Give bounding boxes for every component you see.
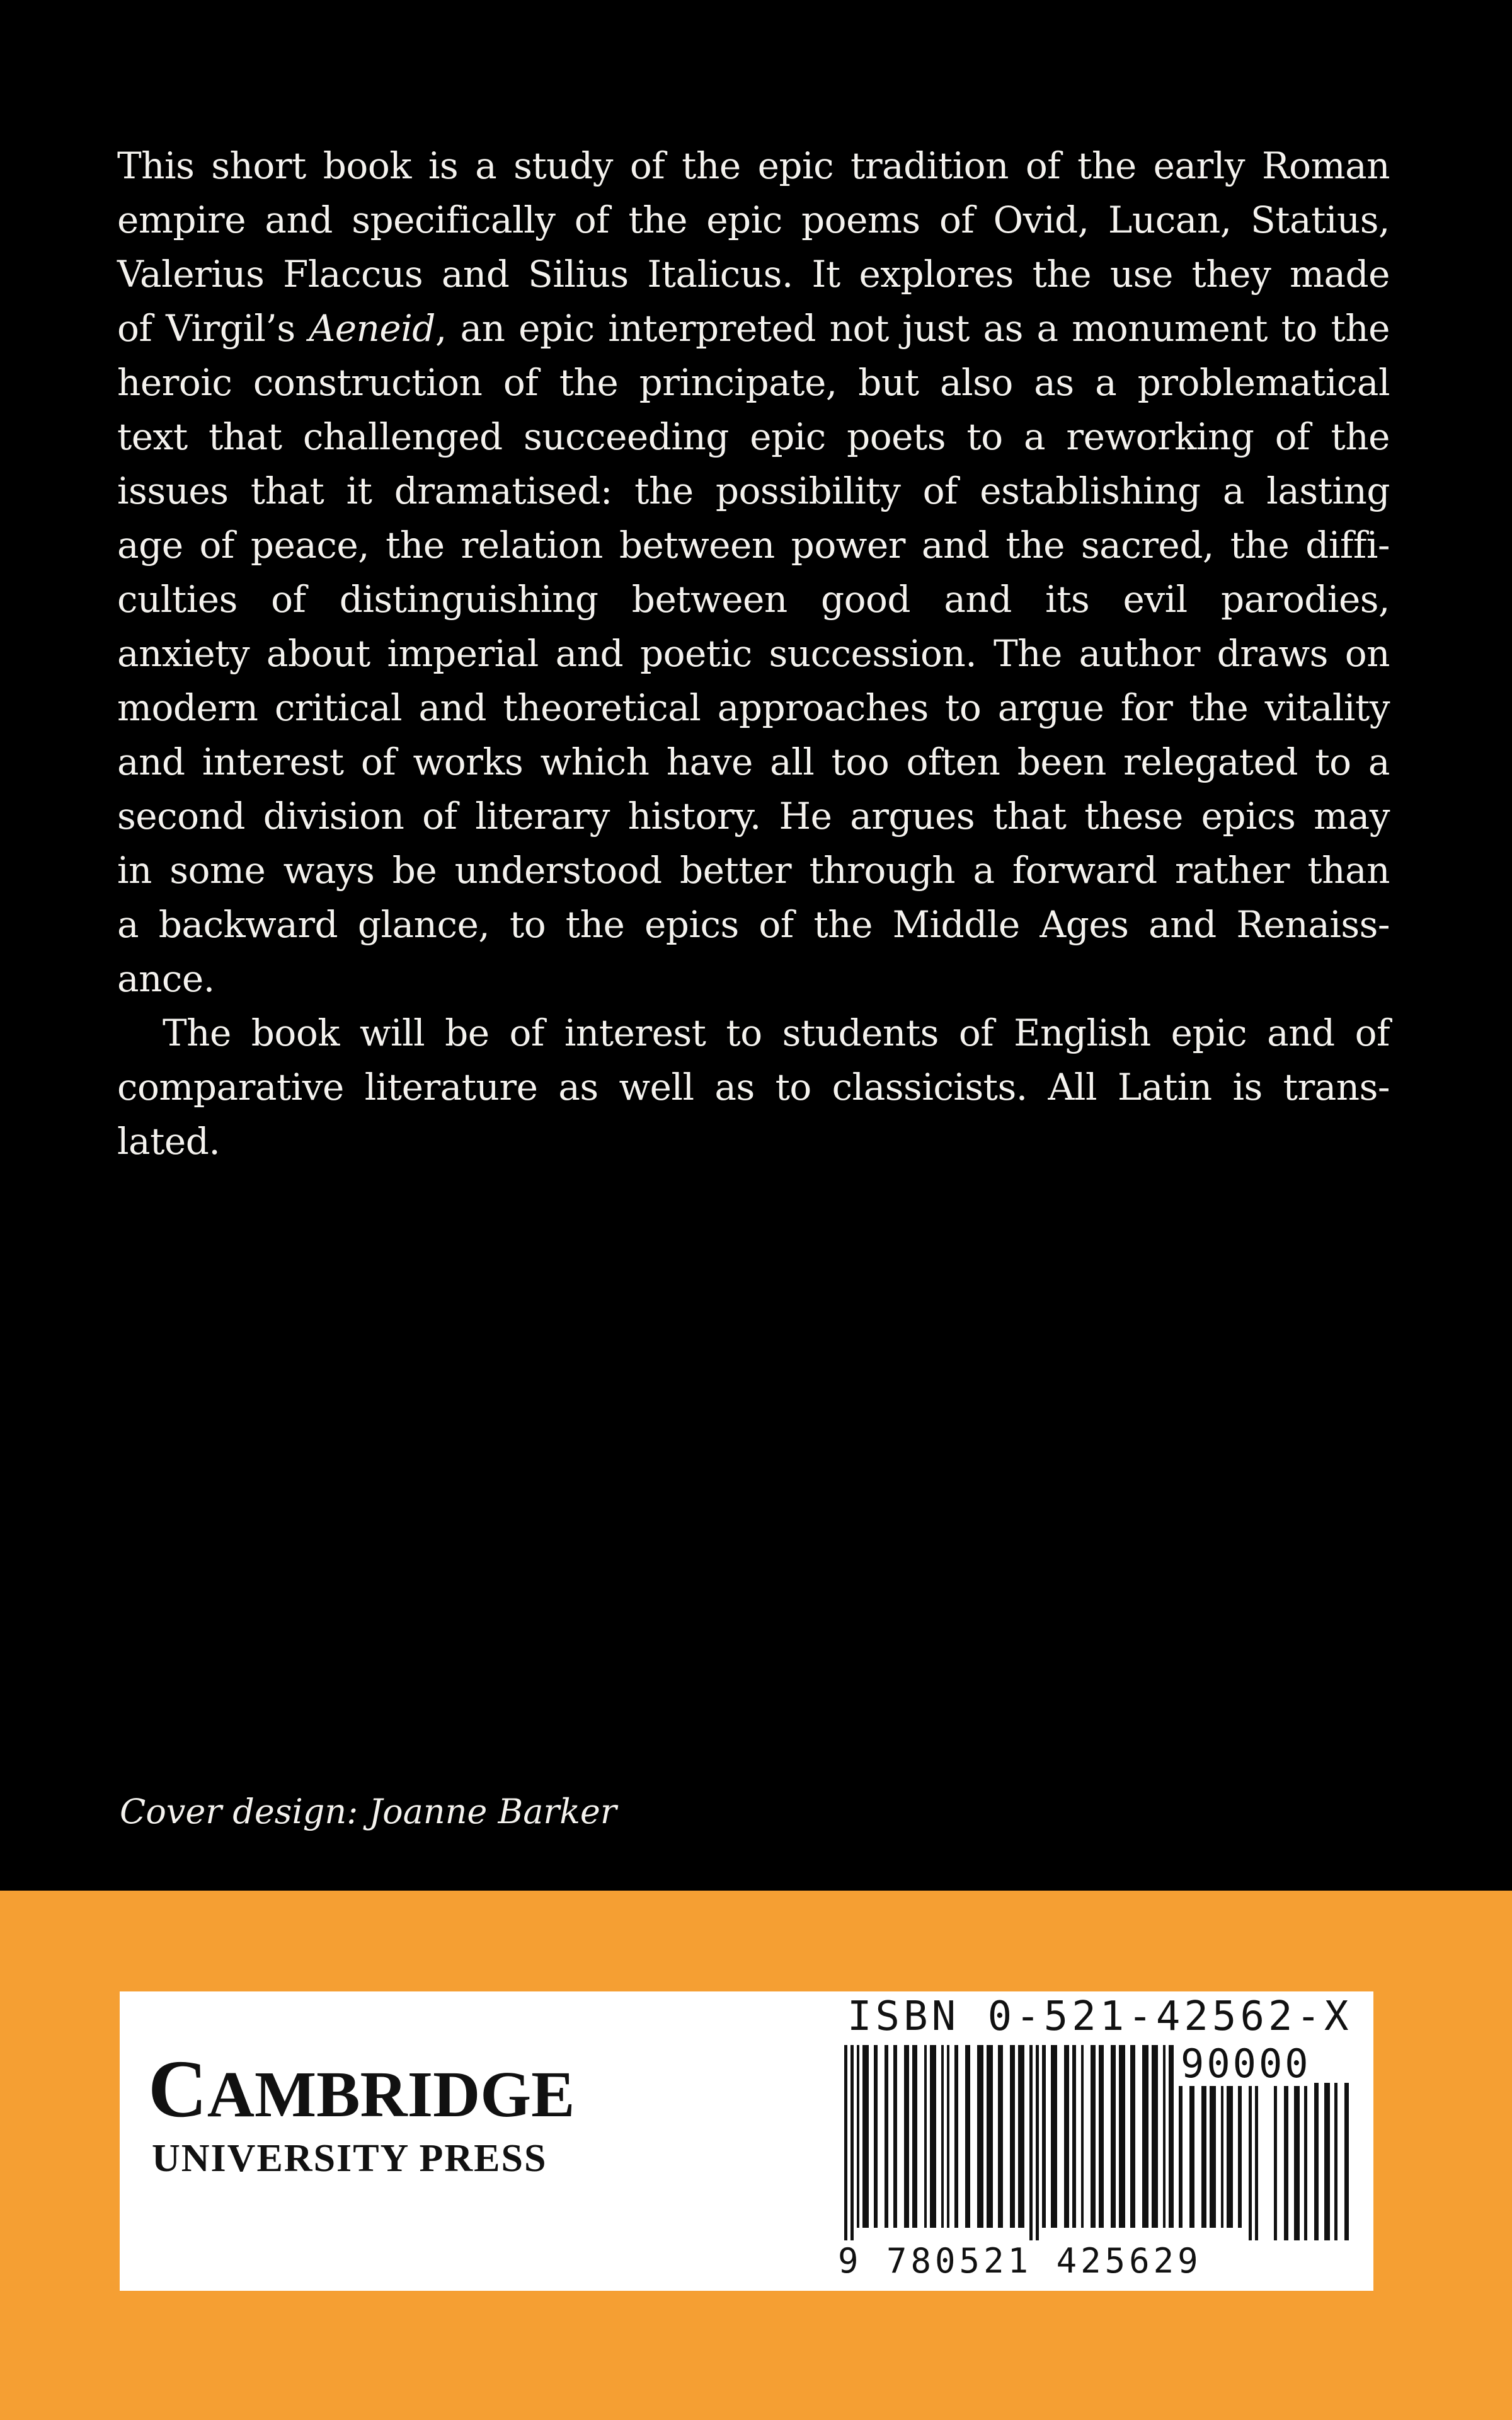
- ean-number: 9 780521 425629: [838, 2241, 1202, 2281]
- barcode-bar: [893, 2045, 897, 2228]
- publisher-name: [148, 2044, 575, 2135]
- barcode-bar: [1163, 2045, 1166, 2228]
- barcode-bar: [1042, 2045, 1046, 2228]
- barcode-bar: [924, 2045, 927, 2228]
- barcode-bar: [862, 2045, 869, 2228]
- price-code: 90000: [1178, 2042, 1314, 2086]
- blurb-line: in some ways be understood better through a forward rather than: [117, 849, 1390, 892]
- blurb-line: ance.: [117, 957, 215, 1000]
- aeneid-after: , an epic interpreted not just as a monument to the: [435, 307, 1390, 350]
- barcode-bar: [1169, 2045, 1174, 2228]
- blurb-line: age of peace, the relation between power and the sacred, the diffi-: [117, 524, 1390, 567]
- blurb-line: The book will be of interest to students of English epic and of: [163, 1011, 1390, 1054]
- blurb-line: lated.: [117, 1120, 220, 1163]
- publisher-label: [120, 1991, 1373, 2291]
- barcode-bar: [874, 2045, 878, 2228]
- blurb-line: issues that it dramatised: the possibility of establishing a lasting: [117, 470, 1390, 512]
- barcode-bar: [1314, 2083, 1319, 2240]
- barcode-bar: [857, 2045, 859, 2228]
- barcode-bar: [954, 2045, 958, 2228]
- aeneid-before: of Virgil’s: [117, 307, 309, 350]
- barcode-bar: [1344, 2083, 1349, 2240]
- blurb-line: text that challenged succeeding epic poets to a reworking of the: [117, 415, 1390, 458]
- barcode-bar: [1274, 2083, 1277, 2240]
- publisher-name-rest: AMBRIDGE: [207, 2058, 575, 2131]
- blurb-line: This short book is a study of the epic tradition of the early Roman: [117, 144, 1390, 187]
- barcode-bar: [977, 2045, 983, 2228]
- barcode-bar: [904, 2045, 909, 2228]
- barcode-bar: [1091, 2045, 1096, 2228]
- barcode-bar: [930, 2045, 936, 2228]
- isbn-label: ISBN 0-521-42562-X: [847, 1993, 1353, 2040]
- cover-design-credit: Cover design: Joanne Barker: [120, 1792, 617, 1831]
- barcode-bar: [947, 2045, 949, 2228]
- barcode-bar: [1051, 2045, 1057, 2228]
- aeneid-title: Aeneid: [309, 307, 435, 350]
- barcode-bar: [1130, 2045, 1135, 2228]
- barcode-bar: [1294, 2083, 1300, 2240]
- barcode-bar: [844, 2045, 847, 2240]
- barcode-bar: [912, 2045, 917, 2228]
- blurb-line: and interest of works which have all too often been relegated to a: [117, 740, 1390, 783]
- publisher-initial: C: [148, 2044, 207, 2135]
- barcode-bar: [987, 2045, 993, 2228]
- barcode-bar: [885, 2045, 888, 2228]
- barcode-bar: [1072, 2045, 1076, 2228]
- barcode-bar: [1142, 2045, 1148, 2228]
- blurb-line: empire and specifically of the epic poems of Ovid, Lucan, Statius,: [117, 199, 1390, 241]
- blurb-line: anxiety about imperial and poetic succession. The author draws on: [117, 632, 1390, 675]
- cambridge-logo: [148, 2044, 665, 2196]
- blurb-line-aeneid: [117, 301, 1390, 355]
- blurb-line: comparative literature as well as to classicists. All Latin is trans-: [117, 1066, 1390, 1109]
- barcode-bar: [965, 2045, 970, 2228]
- barcode-bar: [850, 2045, 854, 2240]
- barcode-bar: [1334, 2083, 1337, 2240]
- barcode-bar: [1324, 2083, 1330, 2240]
- barcode-bar: [1018, 2045, 1024, 2228]
- barcode-bar: [1304, 2083, 1307, 2240]
- barcode-bar: [1119, 2045, 1125, 2228]
- barcode-bar: [1036, 2045, 1039, 2240]
- blurb-line: heroic construction of the principate, but also as a problematical: [117, 361, 1390, 404]
- barcode-bar: [1111, 2045, 1116, 2228]
- barcode-bar: [1029, 2045, 1033, 2240]
- blurb: [117, 139, 1390, 1168]
- blurb-line: culties of distinguishing between good and its evil parodies,: [117, 578, 1390, 621]
- barcode-bar: [1010, 2045, 1015, 2228]
- barcode-bar: [1152, 2045, 1158, 2228]
- blurb-line: modern critical and theoretical approaches to argue for the vitality: [117, 686, 1390, 729]
- barcode-bar: [1099, 2045, 1104, 2228]
- blurb-line: a backward glance, to the epics of the Middle Ages and Renaiss-: [117, 903, 1390, 946]
- blurb-line: second division of literary history. He argues that these epics may: [117, 795, 1390, 838]
- barcode-bar: [1284, 2083, 1288, 2240]
- barcode-bar: [1081, 2045, 1084, 2228]
- barcode-bar: [998, 2045, 1003, 2228]
- barcode-bar: [941, 2045, 944, 2228]
- barcode-bar: [1064, 2045, 1069, 2228]
- publisher-subtitle: UNIVERSITY PRESS: [152, 2137, 547, 2180]
- blurb-line: Valerius Flaccus and Silius Italicus. It explores the use they made: [117, 253, 1390, 296]
